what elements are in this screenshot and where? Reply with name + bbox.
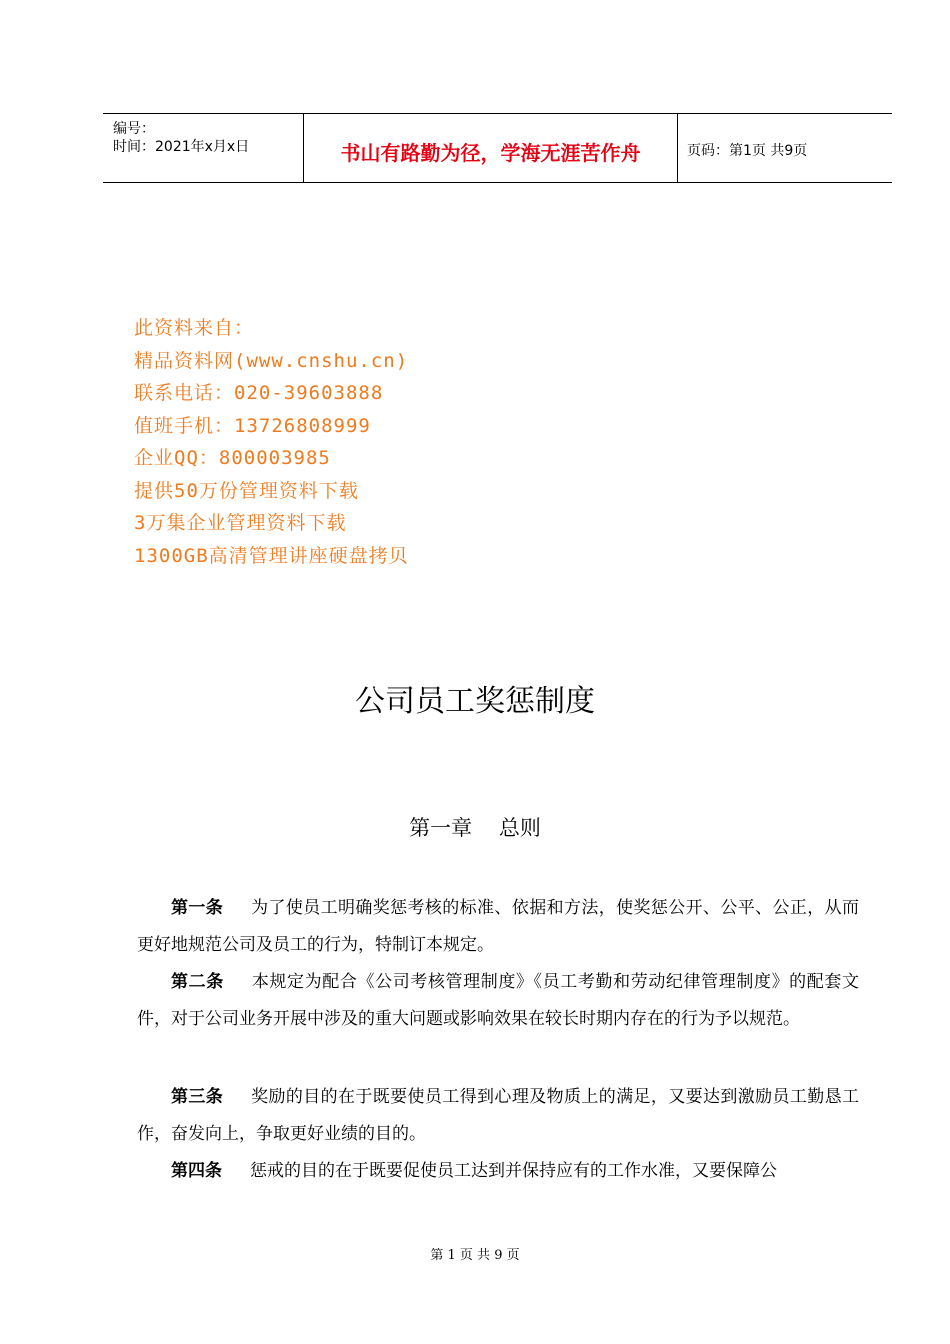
article-number: 第三条 xyxy=(171,1087,224,1107)
article-text: 本规定为配合《公司考核管理制度》《员工考勤和劳动纪律管理制度》的配套文件，对于公司业务开展中涉及的重大问题或影响效果在较长时期内存在的行为予以规范。 xyxy=(137,972,860,1029)
article-number: 第一条 xyxy=(171,898,224,918)
article-number: 第四条 xyxy=(171,1161,222,1181)
document-number-label: 编号： xyxy=(113,121,155,137)
source-info-line: 精品资料网(www.cnshu.cn) xyxy=(134,349,409,372)
article-text: 惩戒的目的在于既要促使员工达到并保持应有的工作水准，又要保障公 xyxy=(250,1161,777,1181)
header-meta-cell xyxy=(103,114,303,182)
article-number: 第二条 xyxy=(171,972,224,992)
source-info-line: 值班手机：13726808999 xyxy=(134,414,371,437)
document-time-label: 时间：2021年x月x日 xyxy=(113,139,250,155)
header-motto: 书山有路勤为径，学海无涯苦作舟 xyxy=(340,141,641,165)
source-info-line: 提供50万份管理资料下载 xyxy=(134,479,359,502)
source-info-line: 企业QQ：800003985 xyxy=(134,447,331,469)
header-page-cell xyxy=(678,114,892,182)
source-info-line: 3万集企业管理资料下载 xyxy=(134,512,347,534)
article-paragraph xyxy=(137,1153,859,1190)
source-info-line: 此资料来自： xyxy=(134,317,255,339)
article-text: 为了使员工明确奖惩考核的标准、依据和方法，使奖惩公开、公平、公正，从而更好地规范公司及员工的行为，特制订本规定。 xyxy=(137,898,860,955)
article-paragraph xyxy=(137,1079,859,1153)
article-text: 奖励的目的在于既要使员工得到心理及物质上的满足，又要达到激励员工勤恳工作，奋发向上，争取更好业绩的目的。 xyxy=(137,1087,860,1144)
document-header xyxy=(103,113,892,183)
article-paragraph xyxy=(137,890,859,964)
source-info-line: 1300GB高清管理讲座硬盘拷贝 xyxy=(134,544,409,567)
source-info-block xyxy=(134,312,409,572)
chapter-heading: 第一章 总则 xyxy=(409,816,541,840)
article-paragraph xyxy=(137,964,859,1038)
header-page-info: 页码：第1页 共9页 xyxy=(687,143,808,159)
source-info-line: 联系电话：020-39603888 xyxy=(134,382,384,404)
page-footer: 第 1 页 共 9 页 xyxy=(430,1248,520,1263)
document-title: 公司员工奖惩制度 xyxy=(355,684,595,719)
header-motto-cell xyxy=(303,114,678,182)
